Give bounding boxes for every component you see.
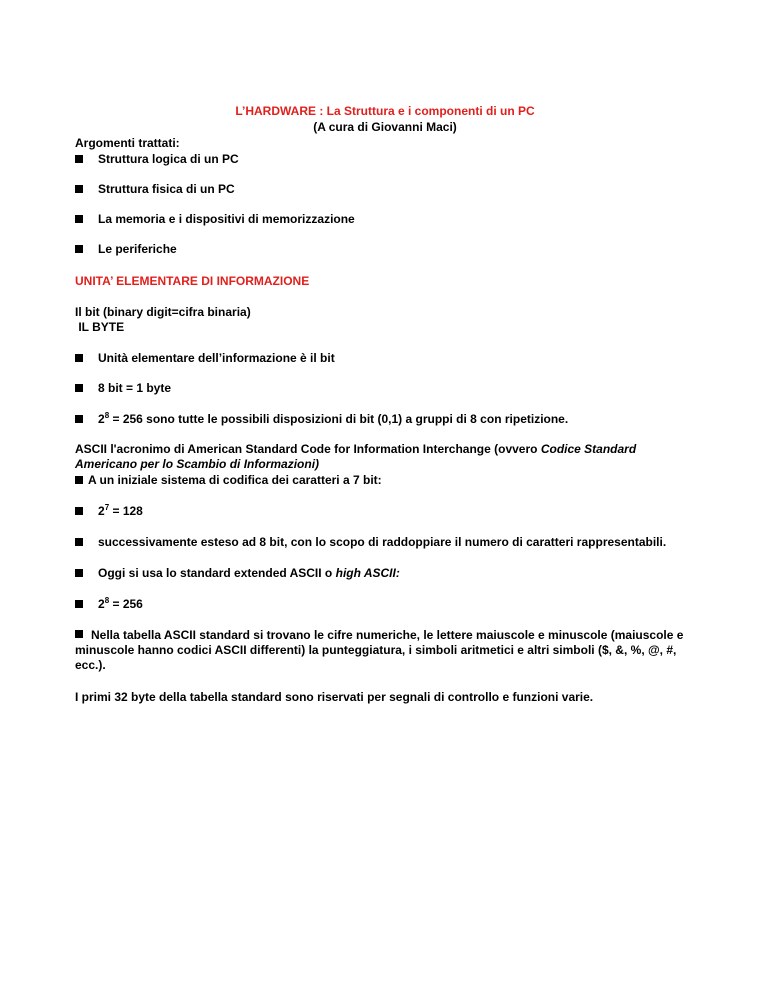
square-bullet-icon xyxy=(75,476,83,484)
square-bullet-icon xyxy=(75,507,83,515)
square-bullet-icon xyxy=(75,569,83,577)
square-bullet-icon xyxy=(75,245,83,253)
square-bullet-icon xyxy=(75,630,83,638)
square-bullet-icon xyxy=(75,600,83,608)
square-bullet-icon xyxy=(75,215,83,223)
square-bullet-icon xyxy=(75,415,83,423)
topics-heading: Argomenti trattati: xyxy=(75,136,180,150)
ascii-table-paragraph: Nella tabella ASCII standard si trovano le cifre numeriche, le lettere maiuscole e minuscole (maiuscole e minuscole hanno codici ASCII differenti) la punteggiatura, i simboli aritmetici e altri simboli ($, &, %, @, #, ecc.). xyxy=(75,628,684,672)
closing-paragraph: I primi 32 byte della tabella standard sono riservati per segnali di controllo e funzioni varie. xyxy=(75,690,594,704)
square-bullet-icon xyxy=(75,538,83,546)
bit-definition: Il bit (binary digit=cifra binaria) xyxy=(75,305,251,319)
document-author: (A cura di Giovanni Maci) xyxy=(313,120,457,134)
byte-heading: IL BYTE xyxy=(75,320,125,334)
section-heading: UNITA’ ELEMENTARE DI INFORMAZIONE xyxy=(75,274,310,288)
square-bullet-icon xyxy=(75,185,83,193)
document-title: L’HARDWARE : La Struttura e i componenti di un PC xyxy=(235,104,535,118)
square-bullet-icon xyxy=(75,384,83,392)
square-bullet-icon xyxy=(75,354,83,362)
ascii-intro: ASCII l'acronimo di American Standard Code for Information Interchange (ovvero Codice Standard Americano per lo Scambio di Informazioni) xyxy=(75,442,637,471)
square-bullet-icon xyxy=(75,155,83,163)
